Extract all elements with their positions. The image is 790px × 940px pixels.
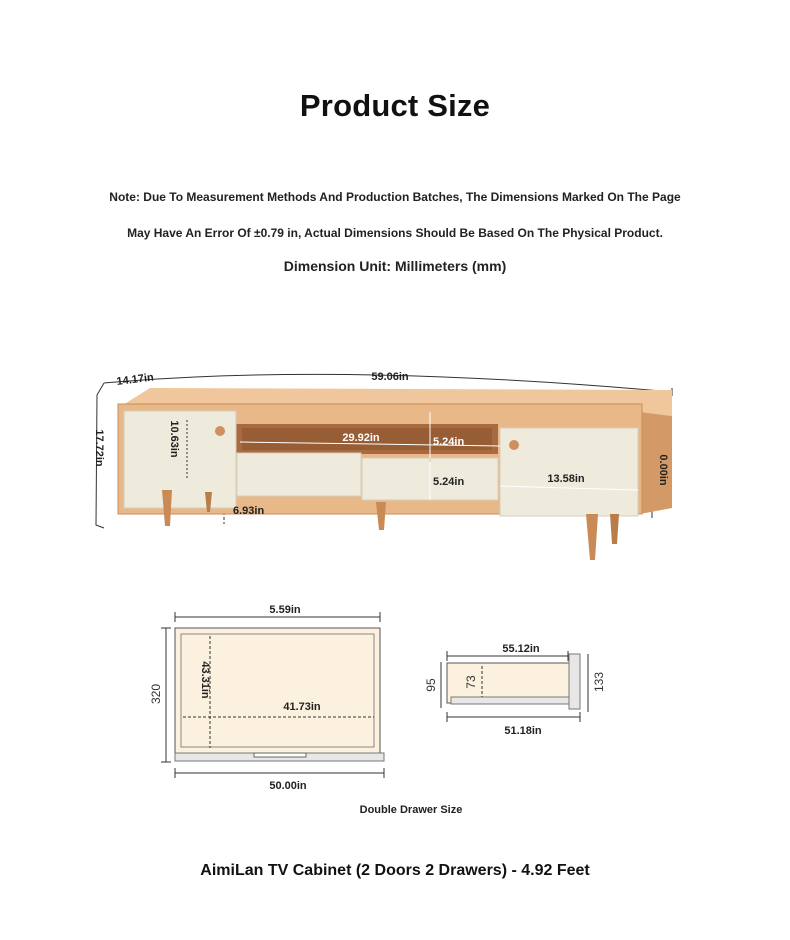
dimension-unit-label: Dimension Unit: Millimeters (mm) — [283, 258, 507, 274]
drawer-inner-height-label: 43.31in — [199, 661, 211, 699]
drawer-side-front-panel — [569, 654, 580, 709]
product-caption: AimiLan TV Cabinet (2 Doors 2 Drawers) - 4.92 Feet — [200, 862, 590, 879]
drawer-side-bottom-label: 51.18in — [504, 725, 542, 737]
door-width-label: 13.58in — [547, 473, 585, 485]
shelf-height-label: 5.24in — [433, 436, 465, 448]
drawer-side-base — [451, 697, 569, 704]
drawer-side-inner-label: 73 — [464, 675, 478, 689]
drawer-side-left-label: 95 — [424, 678, 438, 692]
shelf-width-label: 29.92in — [342, 432, 380, 444]
cabinet-depth-label: 14.17in — [115, 371, 155, 388]
leg-height-label: 6.93in — [233, 505, 265, 517]
measurement-note-line-1: Note: Due To Measurement Methods And Production Batches, The Dimensions Marked On The Page — [109, 190, 681, 204]
cabinet-height-label: 17.72in — [93, 429, 105, 467]
drawer-top-width-label: 5.59in — [269, 604, 301, 616]
drawer-size-caption: Double Drawer Size — [359, 804, 463, 816]
drawer-bottom-width-label: 50.00in — [269, 780, 307, 792]
drawer-inner-width-label: 41.73in — [283, 701, 321, 713]
cabinet-side-label: 0.00in — [657, 454, 669, 486]
drawer-depth-label: 320 — [149, 683, 163, 705]
drawer-side-right-label: 133 — [592, 671, 606, 693]
drawer-height-label: 5.24in — [433, 476, 465, 488]
page-title: Product Size — [299, 88, 491, 123]
door-height-label: 10.63in — [168, 420, 180, 458]
measurement-note-line-2: May Have An Error Of ±0.79 in, Actual Dimensions Should Be Based On The Physical Product. — [127, 226, 663, 240]
cabinet-width-label: 59.06in — [371, 371, 409, 383]
drawer-side-top-label: 55.12in — [502, 643, 540, 655]
